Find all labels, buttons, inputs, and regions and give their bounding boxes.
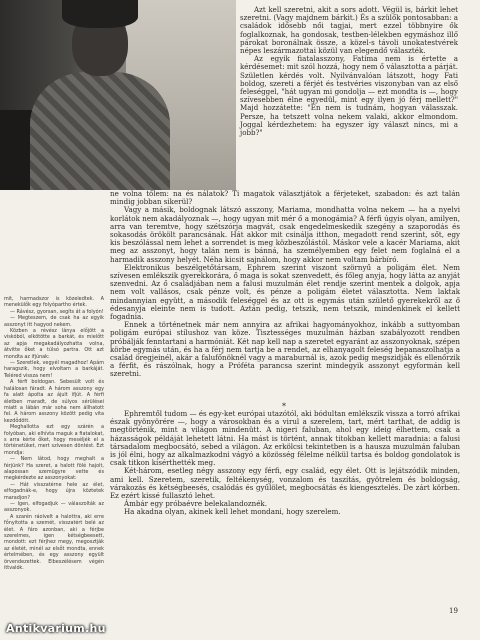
right-column-text [240, 6, 458, 137]
main-paragraph: Vagy a másik, boldognak látszó asszony, Mariama, mondhatta volna nekem — ha a nyelvi korlátok nem akadályoznak —, hogy ugyan mit mér ő a monogámia? A férfi úgyis olyan, amilyen, arra van teremtve, hogy szétszórja magvát, csak engedelmeskedik szegény a szaporodás és sokasodás örökölt parancsának. Hát akkor mit csinálja itthon, megadott rend szerint, sőt, egy kis beszólással nem lehet a sorrendet is meg közbeszólástól. Máskor vele a kacér Mariama, akit meg az asszonyt, hogy talán nem is bánná, ha személyemben egy felet nem foglalná el a harmadik asszony helyét. Néha kicsit sajnálom, hogy akkor nem voltam bárbíró. [110, 205, 460, 264]
page-number: 19 [449, 607, 458, 615]
right-paragraph: Azt kell szeretni, akit a sors adott. Végül is, bárkit lehet szeretni. (Vagy majdnem bárkit.) És a szülők pontosabban: a családok idősebb női tagjai, mert ezzel többnyire ők foglalkoznak, ha gondosak, testben-lélekben egymáshoz illő párokat boronálnak össze, a közel-s távoli unokatestvérek népes leszármazottai közül van elegendő választék. [240, 5, 458, 56]
side-paragraph: Meghallotta ezt egy szárén a folyóban, aki elhívta maguk a fiatalokat, s arra kérte őket, hogy meséljék el a történetüket, mert szívesen döntést. Ezt mondja: [4, 424, 104, 456]
side-paragraph: — Nem látod, hogy meghalt a férjünk? Ha szeret, a halott fölé hajolt, alapossan szemügyre vette és megkérdezte az asszonyokat: [4, 456, 104, 482]
photo-headwrap [62, 0, 138, 28]
watermark-logo: Antikvarium.hu [6, 622, 106, 635]
main-paragraph: Ennek a történetnek már nem annyira az afrikai hagyományokhoz, inkább a suttyomban poligám európai stílushoz van köze. Tisztességes muzulmán házban szabályozott rendben próbálják fenntartani a harmóniát. Két nap kell nap a szeretet egyaránt az asszonyoknak, szépen körbe egymás után, és ha a férj nem tartja be a rendet, az elhanyagolt feleség bepanaszolhatja a család öregjeinél, akár a falufőnöknél vagy a maraburnál is, azok pedig megszidják és ellenőrzik a férfit, és rászólnak, hogy a Próféta parancsa szerint mindegyik asszonyt egyformán kell szeretni. [110, 320, 460, 379]
side-paragraph: — Igen, elfogadjuk — válaszolták az asszonyok. [4, 501, 104, 514]
side-paragraph: A szarén ráolvelt a halottra, aki erre főnyitotta a szemét, visszatért belé az élet. A fáro azonban, aki a férjbe szerelmes, igen kétségbeesett, mondott: ezt férjhez megy, megosztják az életét, minél az elsőt mondta, ennek értelmében, és egy asszony egyült örvendezettek. Elbeszélésem végén ittvalók. [4, 513, 104, 572]
side-paragraph: — Hát visszatérne hele az élet, elfogadnák-e, hogy újra köztetek maradjon? [4, 481, 104, 501]
main-paragraph: Ha akadna olyan, akinek kell lehet mondani, hogy szerelem. [124, 507, 341, 517]
main-text-upper [110, 190, 460, 379]
side-paragraph: — Rávész, gyorsan, segíts át a folyón! [10, 308, 104, 315]
main-paragraph: Ámbár egy próbaévre belekalandoznék. [124, 499, 267, 509]
photo-figure-body [30, 72, 170, 190]
side-paragraph: mit, harmadszor is közeledtek. A menekülők egy folyópartho értek. [4, 296, 104, 309]
right-paragraph: Az egyik fiatalasszony, Fatima nem is értette a kérdésemet: mit szól hozzá, hogy nem ő választotta a párját. Születlen kérdés volt. Nyilvánvalóan látszott, hogy Fati boldog, szereti a férjét és testvéries viszonyban van az első feleséggel, "hát ugyan mi gondolja — ezt mondta is —, hogy szívesebben élne egyedül, mint egy ilyen jó férj mellett?" Majd hozzátette: "Én nem is tudnám, hogyan válasszak. Persze, ha tetszett volna nekem valaki, akkor elmondom. Joggal kérdezhetem: ha egyszer így választ nincs, mi a jobb?" [240, 54, 458, 138]
main-text-lower [110, 410, 460, 517]
side-paragraph: — Szeretlek, vegyél magadhoz! Apám haragszik, hogy elvoltam a barkáját. Teléred vissza nem! [4, 360, 104, 379]
main-paragraph: Két-három, esetleg négy asszony egy férfi, egy család, egy élet. Ott is lejátszódik minden, ami kell. Szeretem, szeretik, feltékenység, vonzalom és taszítás, gyötrelem és boldogság, várakozás és kétségbeesés, csalódás és gyűlölet, megbocsátás és kiengesztelés. De zárt körben. Ez ezért kissé fullasztó lehet. [110, 466, 460, 501]
portrait-photo [0, 0, 236, 190]
main-lead-line: ne volna tőlem: na és nálatok? Ti magatok választjátok a férjeteket, szabadon: és azt talán mindig jobban sikerül? [110, 189, 460, 207]
main-paragraph: Elektronikus beszélgetőtársam, Ephrem szerint viszont szörnyű a poligám élet. Nem szívesen emlékszik gyerekkorára, ő maga is sokat szenvedett, és főleg anyja, hogy látta az anyját szenvedni. Az ő családjában nem a falusi muzulmán élet rendje szerint mentek a dolgok, apja nem volt vallásos, csak pénze volt, és pénze a poligám életet választotta. Nem laktak mindannyian együtt, a második feleséggel és az ott is egymás után születő gyerekekről az ő édesanyja eleinte nem is tudott. Aztán pedig, tetszik, nem tetszik, mindenkinek el kellett fogadnia. [110, 262, 460, 322]
side-column-text [4, 296, 104, 571]
side-paragraph: — Megteszem, de csak ha az egyik asszonyt itt hagyod nekem. [4, 315, 104, 328]
main-paragraph: Ephremtől tudom — és egy-ket európai utazótól, aki bódultan emlékszik vissza a torró afrikai észak gyönyörére —, hogy a városokban és a virul a szerelem, tart, mért tarthat, de addig is megtörténik, mint a világon mindenütt. A nigeri faluban, ahol egy ideig élhettem, csak a házasságok példáját lehetett látni. Ha mást is történt, annak titokban kellett maradnia: a falusi társadalom megbocsátó, sebed a világon. Az erkölcsi tekintetben is a hausza muzulmán faluban is jól élni, hogy az alkalmazkodni vágyó a közösség félelme nélkül tartsa és boldog gondolatok is csak titkon kísérthették meg. [110, 409, 460, 468]
section-separator: * [282, 402, 286, 411]
side-paragraph: Közben a révész lánya előjött a viskóból, elkötötte a barkát, és mielőtt az apja megakadályozhatta volna, átvitte őket a túlsó partra. Ott azt mondta az ifjúnak: [4, 328, 104, 360]
side-paragraph: A férfi boldogan. Sebesült volt és halálosan fáradt. A három asszony egy fa alatt ápolta az ájult ifjút. A férfi életben maradt, de súlyos sérülései miatt a lábán már soha nem állhatott fel. A három asszony között pedig vita kezdődött. [4, 379, 104, 424]
